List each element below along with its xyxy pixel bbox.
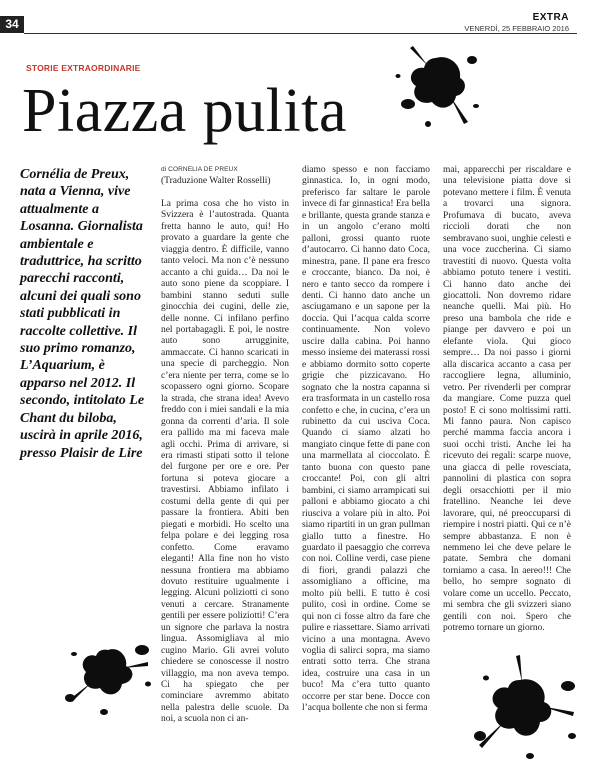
page-number: 34 (0, 16, 24, 33)
issue-date: VENERDÌ, 25 FEBBRAIO 2016 (464, 24, 569, 33)
translator-credit: (Traduzione Walter Rosselli) (161, 176, 271, 186)
article-title: Piazza pulita (22, 77, 347, 145)
ink-splatter-bottom-right (460, 650, 586, 768)
byline: di CORNELIA DE PREUX (161, 166, 238, 173)
header-rule (24, 33, 577, 34)
kicker: STORIE EXTRAORDINARIE (26, 63, 141, 73)
body-column-1: La prima cosa che ho visto in Svizzera è l’autostrada. Quanta fretta hanno le auto, qui! Ho provato a guardare la gente che viaggia dentro. È difficile, vanno tanto veloci. Ma non c’è nessuno accanto a chi guida… Da noi le auto sono piene da scoppiare. I bambini stanno seduti sulle ginocchia dei cugini, delle zie, delle nonne. Ci infilano perfino nel portabagagli. E poi, le nostre auto sono arrugginite, ammaccate. Ci hanno scaricati in una specie di parcheggio. Non c’era niente per terra, come se lo scopassero ogni giorno. Scopare la strada, che strana idea! Avevo freddo con i miei sandali e la mia gonna da correnti d’aria. Il sole era pallido ma mi faceva male agli occhi. Prima di arrivare, si era rimasti stipati sotto il telone del furgone per ore e ore. Per fortuna si poteva giocare a travestirsi. Abbiamo infilato i costumi della gente di qui per passare la frontiera. Abiti ben piegati e morbidi. Ho scelto una felpa polare e dei legging rosa confetto. Come eravamo eleganti! Alla fine non ho visto nessuna frontiera ma abbiamo dovuto restituire ugualmente i legging. Alcuni poliziotti ci sono venuti a cercare. Stranamente gentili per essere poliziotti! C’era un signore che parlava la nostra lingua. Assomigliava al mio cugino Mario. Gli avrei voluto chiedere se conoscesse il nostro villaggio, ma non aveva tempo. Ci ha spiegato che per cominciare avremmo abitato nella palestra delle scuole. Da noi, a scuola non ci an- (161, 199, 289, 725)
section-label: EXTRA (532, 12, 569, 23)
ink-splatter-bottom-left (56, 622, 156, 722)
ink-splatter-top-right (388, 36, 488, 136)
body-column-3: mai, apparecchi per riscaldare e una televisione piatta dove si potevano mettere i film. È venuta a trovarci una signora. Profumava di bucato, aveva riccioli dorati che non sembravano suoi, unghie celesti e una voce zuccherina. Ci siamo travestiti di nuovo. Questa volta abbiamo potuto tenere i vestiti. Ci hanno dato anche dei giocattoli. Non dovremo ridare neanche quelli. Mai più. Ho preso una bambola che ride e piange per davvero e poi un elefante viola. Qui gioco sempre… Da noi passo i giorni alla discarica accanto a casa per raccogliere legna, alluminio, vetro. Per rivenderli per comprar da mangiare. Come puzza quel posto! E ci sono moltissimi ratti. Mi fanno paura. Non capisco perché mamma faccia ancora i suoi occhi tristi. Anche lei ha ricevuto dei regali: scarpe nuove, una giacca di pelle rovesciata, pannolini di plastica con sopra degli orsacchiotti per il mio fratellino. Neanche lei deve lavorare, qui, né preoccuparsi di riempire i nostri piatti. Qui ce n’è sempre abbastanza. E non è nemmeno lei che deve pelare le patate. Sembra che domani torniamo a casa. In aereo!!! Che bello, ho sempre sognato di volare come un uccello. Peccato, mi sembra che gli svizzeri siano gentili con noi. Spero che potremo tornare un giorno. (443, 165, 571, 634)
body-column-2: diamo spesso e non facciamo ginnastica. Io, in ogni modo, preferisco far saltare le parole invece di far ginnastica! Era bella e brillante, questa grande stanza e in un angolo c’erano molti palloni, grossi quanto ruote d’autocarro. Ci hanno dato Coca, minestra, pane. Il pane era fresco e croccante, bianco. Da noi, è nero e tanto secco da rompere i denti. Ci hanno dato anche un asciugamano e un sapone per la doccia. Qui l’acqua calda scorre continuamente. Non volevo uscire dalla cabina. Poi hanno messo insieme dei materassi rossi e abbiamo dormito sotto coperte grigie che pizzicavano. Ho sognato che la nostra capanna si era trasformata in un castello rosa confetto e che, in cucina, c’era un rubinetto da cui usciva Coca. Quando ci siamo alzati ho mangiato cinque fette di pane con una marmellata al cioccolato. È tanto buona con questo pane croccante! Poi, con gli altri bambini, ci siamo arrampicati sui palloni e abbiamo giocato a chi riusciva a volare più in alto. Poi siamo ripartiti in un gran pullman giallo tutto a finestre. Ho guardato il paesaggio che correva con noi. Colline verdi, case piene di fiori, grandi palazzi che assomigliano a officine, ma molto più belli. E tutto è così pulito, così in ordine. Come se qui non ci fosse altro da fare che pulire e riassettare. Siamo arrivati vicino a una montagna. Avevo voglia di salirci sopra, ma siamo entrati sotto terra. Che strana idea, costruire una casa in un buco! Ma c’era tutto quanto occorre per star bene. Docce con l’acqua bollente che non si ferma (302, 165, 430, 714)
author-intro: Cornélia de Preux, nata a Vienna, vive attualmente a Losanna. Giornalista ambientale e traduttrice, ha scritto parecchi racconti, alcuni dei quali sono stati pubblicati in raccolte collettive. Il suo primo romanzo, L’Aquarium, è apparso nel 2012. Il secondo, intitolato Le Chant du biloba, uscirà in aprile 2016, presso Plaisir de Lire (20, 167, 145, 461)
